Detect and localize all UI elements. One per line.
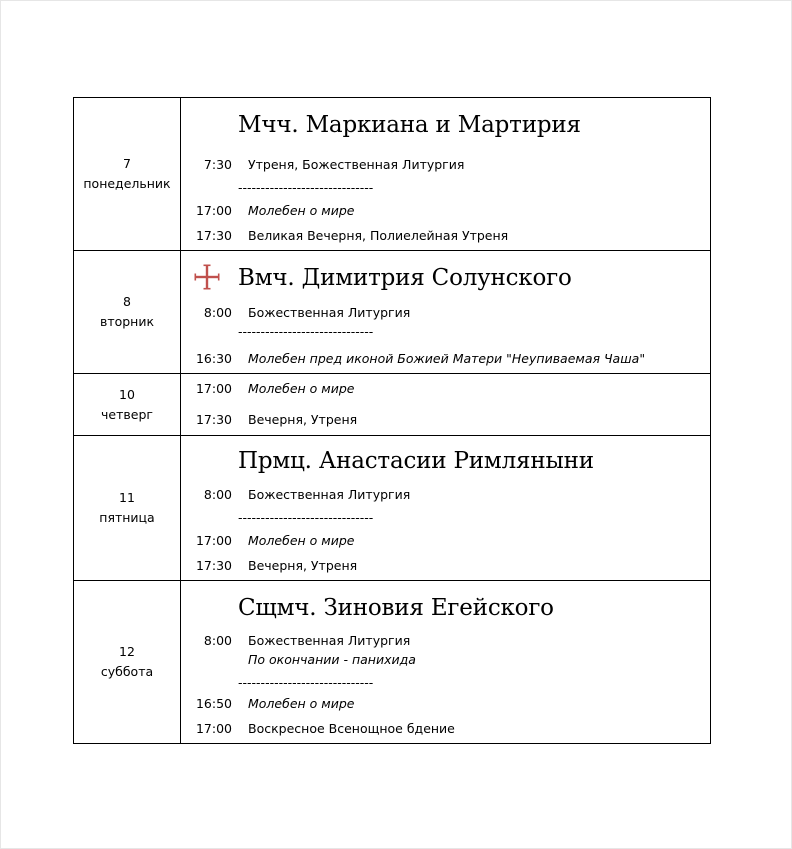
service-time: 8:00 [203,487,232,502]
services-cell [181,436,711,581]
feast-title: Сщмч. Зиновия Егейского [238,595,554,621]
weekday: вторник [99,314,155,329]
separator: ------------------------------ [238,510,374,525]
schedule-row [74,581,711,744]
red-cross-icon [193,263,221,291]
day-cell [74,98,181,251]
service-time: 17:00 [195,381,232,396]
service-name: Божественная Литургия [248,633,411,648]
services-cell [181,98,711,251]
day-cell [74,251,181,374]
service-name: Божественная Литургия [248,487,411,502]
separator: ------------------------------ [238,675,374,690]
service-time: 17:00 [195,721,232,736]
weekday: пятница [99,510,155,525]
service-name: Молебен о мире [248,533,355,548]
service-note: По окончании - панихида [248,652,416,667]
schedule-table [73,97,711,744]
service-time: 7:30 [203,157,232,172]
day-cell [74,374,181,436]
day-number: 7 [123,156,131,171]
schedule-row [74,98,711,251]
day-cell [74,436,181,581]
service-name: Молебен о мире [248,381,355,396]
separator: ------------------------------ [238,180,374,195]
service-name: Молебен пред иконой Божией Матери "Неупиваемая Чаша" [248,351,646,366]
services-cell [181,251,711,374]
service-time: 17:30 [195,228,232,243]
service-time: 17:30 [195,412,232,427]
service-name: Божественная Литургия [248,305,411,320]
day-number: 10 [119,386,135,402]
service-name: Вечерня, Утреня [248,558,358,573]
feast-title: Вмч. Димитрия Солунского [238,265,572,291]
service-time: 16:30 [195,351,232,366]
separator: ------------------------------ [238,324,374,339]
services-cell [181,374,711,436]
day-number: 12 [119,644,135,659]
schedule-row [74,374,711,436]
service-name: Воскресное Всенощное бдение [248,721,455,736]
services-cell [181,581,711,744]
weekday: понедельник [83,176,171,191]
service-name: Молебен о мире [248,696,355,711]
weekday: суббота [100,664,154,679]
service-name: Молебен о мире [248,203,355,218]
day-number: 8 [123,294,131,309]
day-number: 11 [119,490,135,505]
service-time: 8:00 [203,633,232,648]
service-name: Утреня, Божественная Литургия [248,157,465,172]
schedule-row [74,251,711,374]
day-cell [74,581,181,744]
schedule-row [74,436,711,581]
service-time: 8:00 [203,305,232,320]
service-time: 16:50 [195,696,232,711]
service-time: 17:00 [195,203,232,218]
service-time: 17:00 [195,533,232,548]
service-time: 17:30 [195,558,232,573]
service-name: Вечерня, Утреня [248,412,358,427]
service-name: Великая Вечерня, Полиелейная Утреня [248,228,509,243]
feast-title: Прмц. Анастасии Римляныни [238,448,594,474]
feast-title: Мчч. Маркиана и Мартирия [238,112,581,138]
weekday: четверг [101,406,153,422]
